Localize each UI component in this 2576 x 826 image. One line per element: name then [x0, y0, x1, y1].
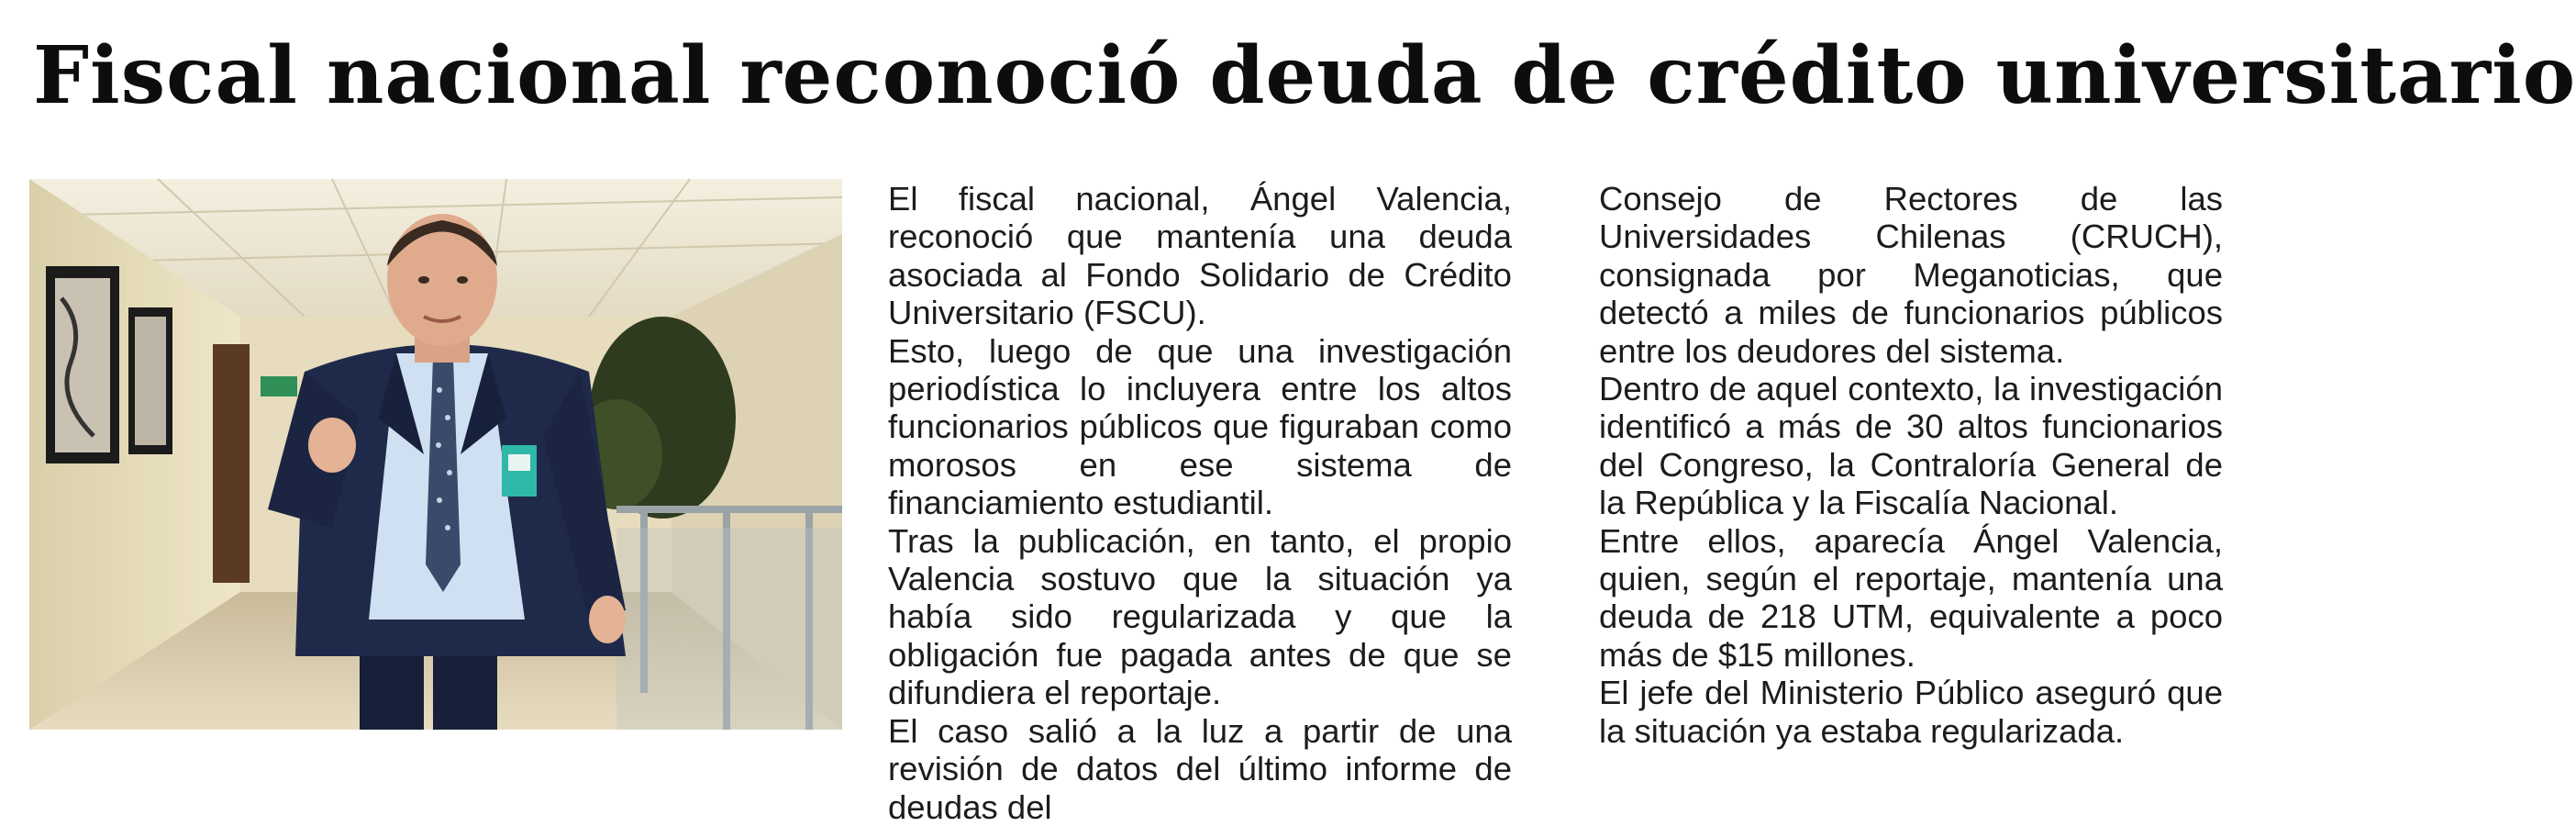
article-headline: Fiscal nacional reconoció deuda de crédito universitario [33, 29, 2576, 122]
paragraph: Esto, luego de que una investigación periodística lo incluyera entre los altos funcionarios públicos que figuraban como morosos en ese sistema de financiamiento estudiantil. [888, 331, 1512, 522]
paragraph: El fiscal nacional, Ángel Valencia, reconoció que mantenía una deuda asociada al Fondo Solidario de Crédito Universitario (FSCU). [888, 180, 1512, 332]
paragraph: El jefe del Ministerio Público aseguró que la situación ya estaba regularizada. [1599, 674, 2223, 750]
article-column-1 [888, 180, 1512, 826]
paragraph: Dentro de aquel contexto, la investigación identificó a más de 30 altos funcionarios del Congreso, la Contraloría General de la República y la Fiscalía Nacional. [1599, 370, 2223, 522]
paragraph: Tras la publicación, en tanto, el propio Valencia sostuvo que la situación ya había sido regularizada y que la obligación fue pagada antes de que se difundiera el reportaje. [888, 521, 1512, 712]
article-column-2 [1599, 180, 2223, 750]
article-photo [29, 179, 842, 730]
paragraph: El caso salió a la luz a partir de una revisión de datos del último informe de deudas del [888, 711, 1512, 826]
paragraph: Consejo de Rectores de las Universidades Chilenas (CRUCH), consignada por Meganoticias, que detectó a miles de funcionarios públicos entre los deudores del sistema. [1599, 180, 2223, 370]
paragraph: Entre ellos, aparecía Ángel Valencia, quien, según el reportaje, mantenía una deuda de 218 UTM, equivalente a poco más de $15 millones. [1599, 521, 2223, 674]
